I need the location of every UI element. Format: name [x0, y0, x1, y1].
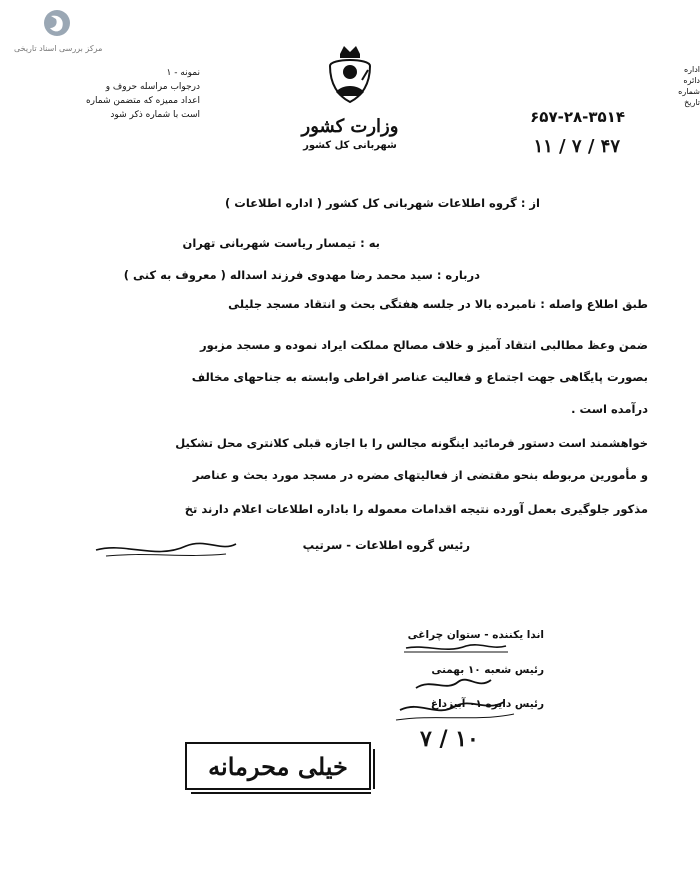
paragraph-line: درآمده است . — [571, 402, 648, 416]
signature-scribbles — [396, 640, 516, 730]
paragraph-line: طبق اطلاع واصله : نامبرده بالا در جلسه هفتگی بحث و انتقاد مسجد جلیلی — [228, 297, 648, 311]
meta-label: دائره — [683, 76, 700, 85]
meta-label: اداره — [683, 65, 700, 74]
signatory-line: رئیس شعبه ۱۰ بهمنی — [431, 664, 544, 676]
meta-label: تاریخ — [684, 98, 700, 107]
from-line: از : گروه اطلاعات شهربانی کل کشور ( اداره اطلاعات ) — [225, 196, 540, 210]
signatory-line: رئیس دایره ۰۱ آبیزداغ — [430, 698, 544, 710]
margin-note-line: درجواب مراسله حروف و — [105, 82, 200, 92]
margin-note-line: نمونه - ۱ — [166, 68, 200, 78]
letter-number: ۶۵۷-۲۸-۳۵۱۴ — [530, 108, 625, 126]
archive-watermark — [14, 8, 114, 60]
lion-and-sun-emblem-icon — [322, 44, 378, 106]
signature-marginalia: ۷ / ۱۰ — [420, 726, 479, 752]
department-title: شهربانی کل کشور — [303, 140, 397, 151]
meta-label: شماره — [678, 87, 700, 96]
meta-labels — [620, 64, 700, 108]
watermark-text: مرکز بررسی اسناد تاریخی — [14, 44, 103, 53]
margin-note-line: اعداد ممیزه که متضمن شماره — [85, 96, 200, 106]
paragraph-line: خواهشمند است دستور فرمائید اینگونه مجالس را با اجازه قبلی کلانتری محل تشکیل — [175, 436, 648, 450]
ministry-title: وزارت کشور — [301, 116, 399, 137]
chief-line: رئیس گروه اطلاعات - سرتیپ — [302, 538, 470, 552]
paragraph-line: بصورت پایگاهی جهت اجتماع و فعالیت عناصر افراطی وابسته به جناحهای مخالف — [191, 370, 648, 384]
to-line: به : تیمسار ریاست شهربانی تهران — [182, 236, 380, 250]
paragraph-line: و مأمورین مربوطه بنحو مقتضی از فعالیتهای مضره در مسجد مورد بحث و عناصر — [192, 468, 648, 482]
signatory-line: اندا یکننده - ستوان چراغی — [407, 629, 544, 641]
subject-line: درباره : سید محمد رضا مهدوی فرزند اسداله ( معروف به کنی ) — [123, 268, 480, 282]
classification-stamp: خیلی محرمانه — [185, 742, 371, 790]
chief-signature-scribble — [96, 532, 236, 562]
margin-note — [80, 66, 200, 122]
paragraph-line: ضمن وعظ مطالبی انتقاد آمیز و خلاف مصالح مملکت ایراد نموده و مسجد مزبور — [200, 338, 648, 352]
letter-date: ۱۱ / ۷ / ۴۷ — [533, 136, 620, 157]
paragraph-line: مذکور جلوگیری بعمل آورده نتیجه اقدامات معموله را باداره اطلاعات اعلام دارند تخ — [184, 502, 648, 516]
margin-note-line: است با شماره ذکر شود — [110, 110, 200, 120]
archive-logo-icon — [42, 8, 72, 38]
